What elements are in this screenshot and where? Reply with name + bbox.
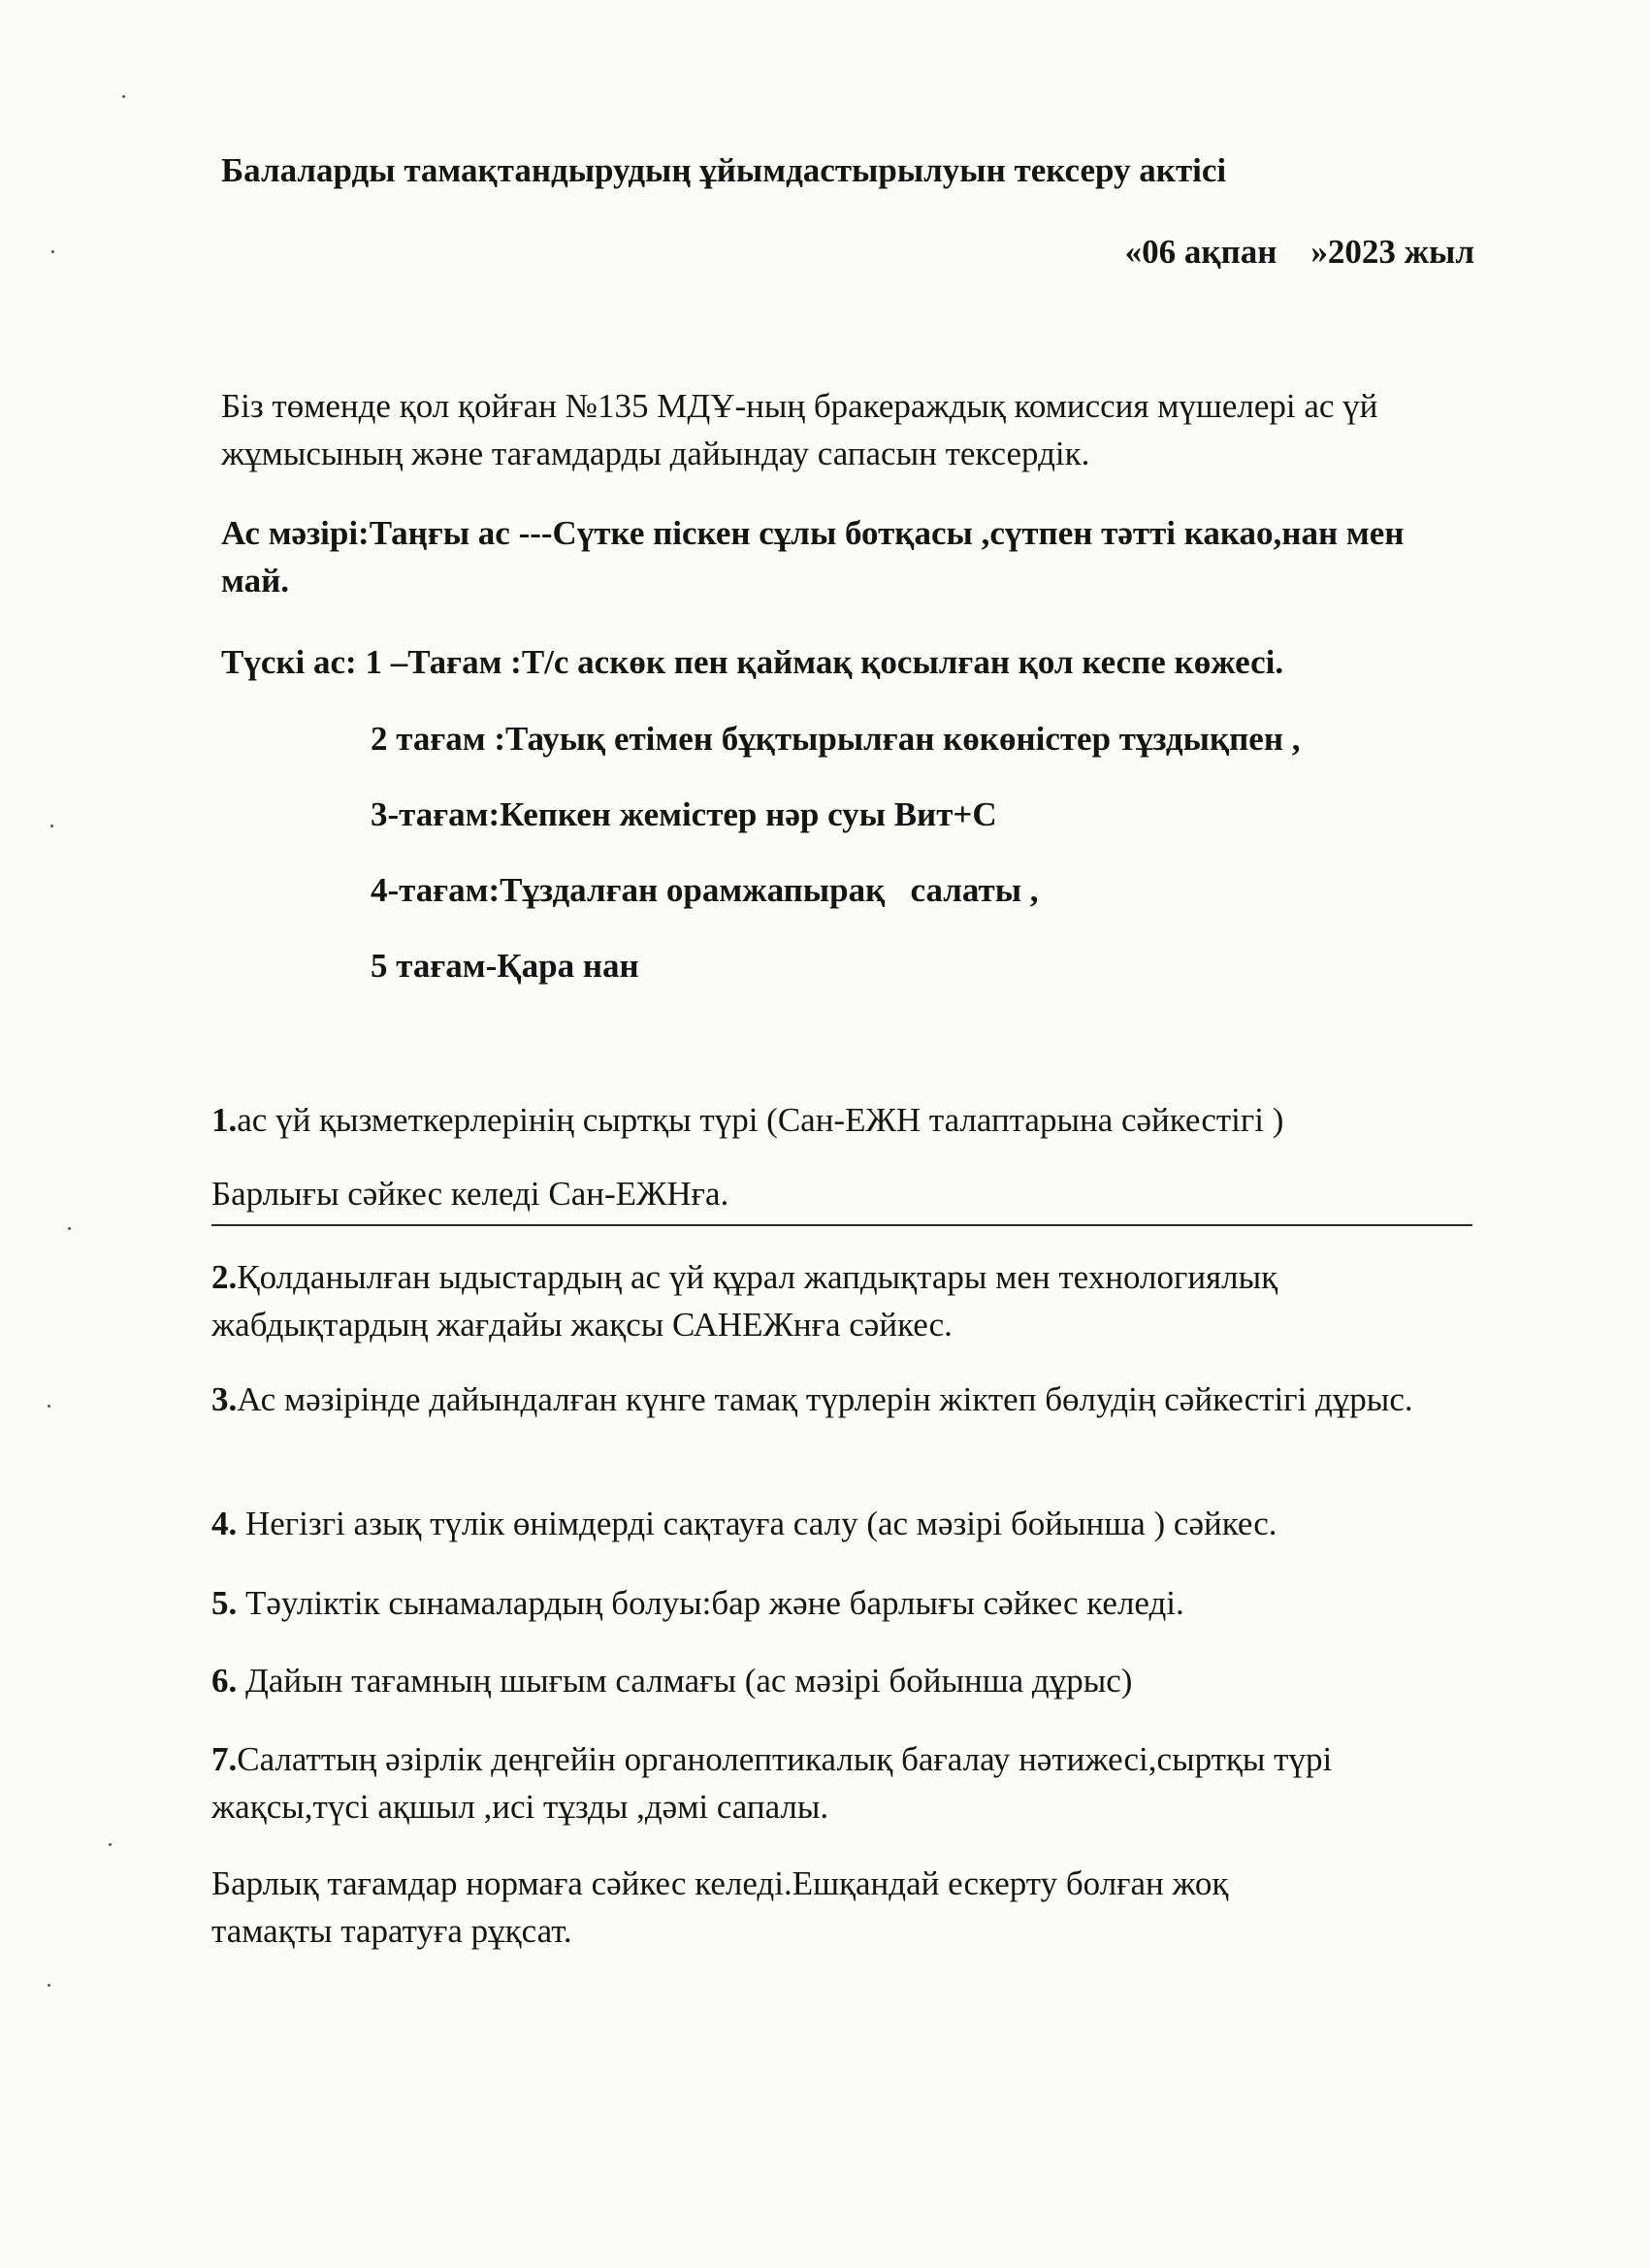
- check-item-1: [211, 1096, 1472, 1144]
- lunch-menu: Түскі ас: 1 –Тағам :Т/с аскөк пен қаймақ қосылған қол кеспе көжесі.: [221, 643, 1284, 681]
- check-number: 1.: [211, 1101, 238, 1139]
- check-number: 2.: [211, 1258, 238, 1296]
- check-number: 7.: [211, 1740, 238, 1778]
- check-text: Салаттың әзірлік деңгейін органолептикалық бағалау нәтижесі,сыртқы түрі жақсы,түсі ақшыл ,исі тұзды ,дәмі сапалы.: [211, 1740, 1333, 1826]
- check-text: Тәуліктік сынамалардың болуы:бар және барлығы сәйкес келеді.: [237, 1584, 1184, 1622]
- check-number: 6.: [211, 1662, 238, 1700]
- check-item-7: [211, 1735, 1472, 1831]
- check-text: Ас мәзірінде дайындалған күнге тамақ түрлерін жіктеп бөлудің сәйкестігі дұрыс.: [237, 1380, 1413, 1418]
- underline-rule: [211, 1224, 1472, 1226]
- breakfast-menu: Ас мәзірі:Таңғы ас ---Сүтке піскен сұлы ботқасы ,сүтпен тәтті какао,нан мен май.: [221, 514, 1405, 599]
- check-item-5: [211, 1579, 1472, 1627]
- scan-speck: [122, 95, 125, 98]
- check-item-4: [211, 1500, 1472, 1547]
- dish-item: 4-тағам:Тұздалған орамжапырақ салаты ,: [371, 871, 1039, 909]
- check-text: Қолданылған ыдыстардың ас үй құрал жапдықтары мен технологиялық жабдықтардың жағдайы жақсы САНЕЖнға сәйкес.: [211, 1258, 1278, 1344]
- scan-speck: [50, 825, 53, 827]
- dish-item: 5 тағам-Қара нан: [371, 947, 639, 985]
- check-item-2: [211, 1253, 1472, 1348]
- check-number: 5.: [211, 1584, 238, 1622]
- check-number: 3.: [211, 1380, 238, 1418]
- check-item-3: [211, 1376, 1472, 1423]
- scan-speck: [109, 1843, 112, 1846]
- document-title: Балаларды тамақтандырудың ұйымдастырылуын тексеру актісі: [221, 151, 1227, 189]
- scan-speck: [51, 250, 54, 253]
- check-item-6: [211, 1657, 1472, 1704]
- check-item-1-result: [211, 1170, 1472, 1217]
- scan-speck: [68, 1227, 71, 1230]
- document-date: «06 ақпан »2023 жыл: [1124, 233, 1474, 271]
- conclusion-paragraph: Барлық тағамдар нормаға сәйкес келеді.Ешқандай ескерту болған жоқ тамақты таратуға рұқсат.: [211, 1864, 1229, 1950]
- check-text: Негізгі азық түлік өнімдерді сақтауға салу (ас мәзірі бойынша ) сәйкес.: [237, 1505, 1277, 1542]
- scan-speck: [48, 1405, 50, 1408]
- dish-item: 3-тағам:Кепкен жемістер нәр суы Вит+С: [371, 795, 997, 833]
- dish-item: 2 тағам :Тауық етімен бұқтырылған көкөністер тұздықпен ,: [371, 720, 1301, 758]
- check-text: Дайын тағамның шығым салмағы (ас мәзірі бойынша дұрыс): [237, 1662, 1133, 1700]
- check-text: ас үй қызметкерлерінің сыртқы түрі (Сан-ЕЖН талаптарына сәйкестігі ): [237, 1101, 1284, 1139]
- intro-paragraph: Біз төменде қол қойған №135 МДҰ-ның бракераждық комиссия мүшелері ас үй жұмысының және тағамдарды дайындау сапасын тексердік.: [221, 387, 1378, 472]
- check-number: 4.: [211, 1505, 238, 1542]
- scan-speck: [48, 1984, 50, 1987]
- check-text: Барлығы сәйкес келеді Сан-ЕЖНға.: [211, 1175, 729, 1213]
